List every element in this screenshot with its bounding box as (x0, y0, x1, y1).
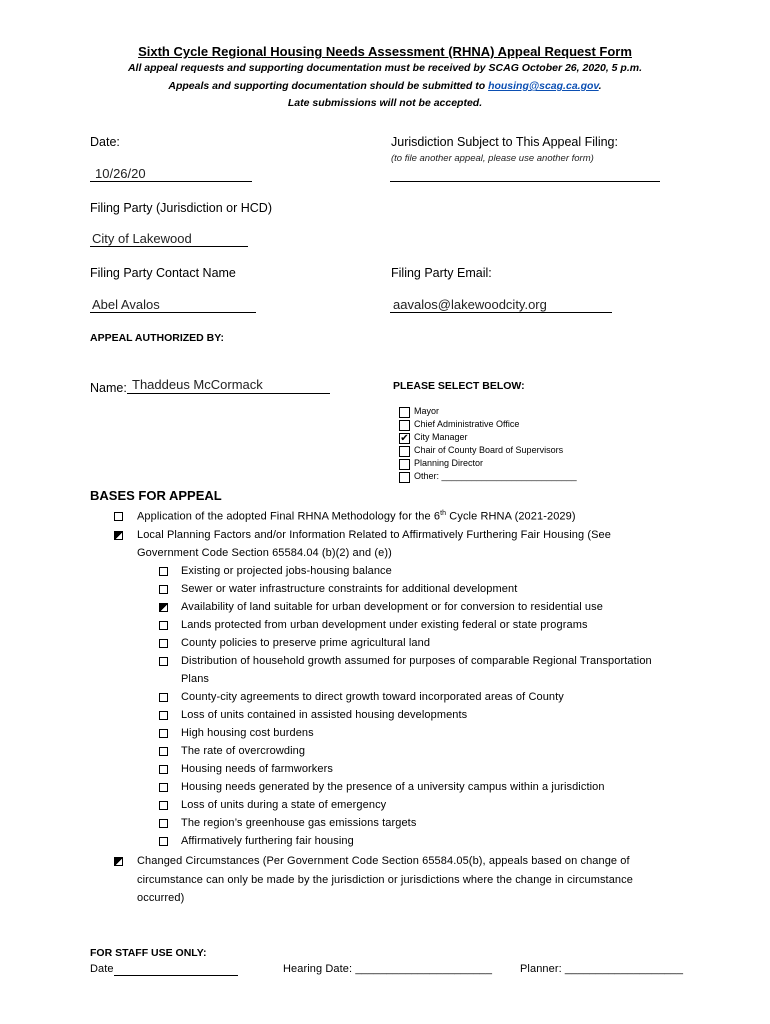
bases-heading: BASES FOR APPEAL (90, 488, 222, 503)
authorizer-option-checkbox-mayor[interactable] (399, 407, 410, 418)
factor-checkbox[interactable] (159, 747, 168, 756)
factor-checkbox[interactable] (159, 729, 168, 738)
contact-name-underline (90, 312, 256, 313)
name-label: Name: (90, 381, 127, 395)
jurisdiction-underline (390, 181, 660, 182)
factor-checkbox[interactable] (159, 801, 168, 810)
email-field[interactable]: aavalos@lakewoodcity.org (393, 297, 547, 312)
date-underline (90, 181, 252, 182)
authorizer-name-field[interactable]: Thaddeus McCormack (132, 377, 263, 392)
factor-checkbox[interactable] (159, 783, 168, 792)
select-heading: PLEASE SELECT BELOW: (393, 380, 525, 392)
factor-label: Availability of land suitable for urban development or for conversion to residential use (181, 601, 603, 613)
factor-checkbox[interactable] (159, 693, 168, 702)
factor-label-cont: Plans (181, 673, 210, 685)
email-underline (390, 312, 612, 313)
deadline-note: All appeal requests and supporting documentation must be received by SCAG October 26, 2020, 5 p.m. (127, 62, 643, 74)
methodology-checkbox[interactable] (114, 512, 123, 521)
methodology-label: Application of the adopted Final RHNA Methodology for the 6th Cycle RHNA (2021-2029) (137, 510, 576, 523)
factor-label: Distribution of household growth assumed for purposes of comparable Regional Transportation (181, 655, 652, 667)
factor-checkbox[interactable] (159, 657, 168, 666)
local-factors-checkbox[interactable] (114, 531, 123, 540)
filing-party-field[interactable]: City of Lakewood (92, 231, 192, 246)
factor-label: Affirmatively furthering fair housing (181, 835, 354, 847)
changed-circumstances-label-end: occurred) (137, 892, 185, 904)
authorizer-option-label: Other: ___________________________ (414, 471, 577, 481)
staff-planner[interactable]: Planner: ___________________ (520, 963, 684, 975)
factor-label: Loss of units during a state of emergency (181, 799, 387, 811)
staff-date-label: Date (90, 963, 114, 975)
factor-checkbox[interactable] (159, 621, 168, 630)
submission-email-link[interactable]: housing@scag.ca.gov (488, 80, 599, 92)
factor-label: Housing needs generated by the presence of a university campus within a jurisdiction (181, 781, 605, 793)
authorizer-option-label: Chair of County Board of Supervisors (414, 445, 564, 455)
authorizer-option-checkbox-chair-of-county-board-of-supervisors[interactable] (399, 446, 410, 457)
authorizer-option-checkbox-other[interactable] (399, 472, 410, 483)
late-note: Late submissions will not be accepted. (287, 97, 483, 109)
local-factors-label: Local Planning Factors and/or Information Related to Affirmatively Furthering Fair Housing (See (137, 529, 611, 541)
factor-label: Lands protected from urban development under existing federal or state programs (181, 619, 588, 631)
authorizer-option-label: Chief Administrative Office (414, 419, 520, 429)
local-factors-label-cont: Government Code Section 65584.04 (b)(2) and (e)) (137, 547, 392, 559)
factor-label: County-city agreements to direct growth toward incorporated areas of County (181, 691, 564, 703)
authorization-heading: APPEAL AUTHORIZED BY: (90, 332, 224, 344)
authorizer-option-label: City Manager (414, 432, 468, 442)
staff-date-underline[interactable] (114, 975, 238, 976)
factor-label: The rate of overcrowding (181, 745, 306, 757)
factor-checkbox[interactable] (159, 585, 168, 594)
authorizer-option-label: Mayor (414, 406, 440, 416)
changed-circumstances-checkbox[interactable] (114, 857, 123, 866)
changed-circumstances-label: Changed Circumstances (Per Government Code Section 65584.05(b), appeals based on change of (137, 855, 630, 867)
staff-heading: FOR STAFF USE ONLY: (90, 947, 207, 959)
authorizer-name-underline (127, 393, 330, 394)
factor-checkbox[interactable] (159, 837, 168, 846)
form-title: Sixth Cycle Regional Housing Needs Assessment (RHNA) Appeal Request Form (138, 44, 632, 59)
factor-label: The region’s greenhouse gas emissions targets (181, 817, 417, 829)
factor-label: Housing needs of farmworkers (181, 763, 333, 775)
date-field[interactable]: 10/26/20 (95, 166, 146, 181)
factor-checkbox[interactable] (159, 819, 168, 828)
factor-label: County policies to preserve prime agricultural land (181, 637, 431, 649)
authorizer-option-checkbox-chief-administrative-office[interactable] (399, 420, 410, 431)
staff-hearing-date[interactable]: Hearing Date: ______________________ (283, 963, 493, 975)
contact-name-field[interactable]: Abel Avalos (92, 297, 160, 312)
factor-label: Sewer or water infrastructure constraints for additional development (181, 583, 518, 595)
factor-checkbox[interactable] (159, 603, 168, 612)
date-label: Date: (90, 135, 120, 149)
contact-name-label: Filing Party Contact Name (90, 266, 236, 280)
factor-checkbox[interactable] (159, 711, 168, 720)
factor-checkbox[interactable] (159, 765, 168, 774)
filing-party-label: Filing Party (Jurisdiction or HCD) (90, 201, 272, 215)
authorizer-option-checkbox-planning-director[interactable] (399, 459, 410, 470)
factor-checkbox[interactable] (159, 567, 168, 576)
factor-label: Existing or projected jobs-housing balance (181, 565, 392, 577)
factor-checkbox[interactable] (159, 639, 168, 648)
authorizer-option-label: Planning Director (414, 458, 484, 468)
email-label: Filing Party Email: (391, 266, 492, 280)
factor-label: High housing cost burdens (181, 727, 314, 739)
filing-party-underline (90, 246, 248, 247)
jurisdiction-field[interactable] (392, 166, 660, 180)
jurisdiction-note: (to file another appeal, please use another form) (391, 153, 594, 164)
jurisdiction-label: Jurisdiction Subject to This Appeal Filing: (391, 135, 618, 149)
factor-label: Loss of units contained in assisted housing developments (181, 709, 468, 721)
submission-note: Appeals and supporting documentation should be submitted to housing@scag.ca.gov. (168, 80, 602, 92)
authorizer-option-checkbox-city-manager[interactable]: ✔ (400, 433, 409, 444)
changed-circumstances-label-cont: circumstance can only be made by the jurisdiction or jurisdictions where the change in circumstance (137, 874, 633, 886)
